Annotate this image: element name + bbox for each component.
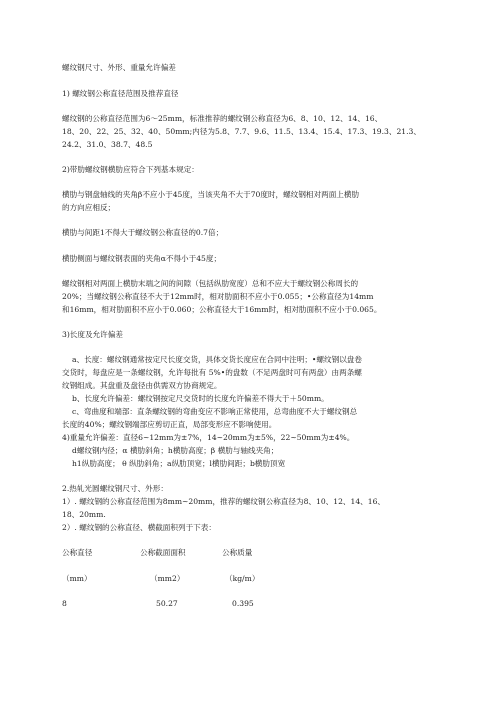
table-header-cell: 公称截面面积 — [140, 548, 186, 557]
section-3-item-c-line-2: 长度的40%；螺纹钢端部应剪切正直，局部变形应不影响使用。 — [62, 420, 277, 429]
section-2-para-1-line-2: 的方向应相反； — [62, 203, 116, 212]
section-2-para-4-line-2: 20%；当螺纹钢公称直径不大于12mm时，相对肋面积不应小于0.055；•公称直径为14mm — [62, 292, 374, 301]
section-1-text-line-3: 24.2、31.0、38.7、48.5 — [62, 140, 153, 149]
section-4-heading: 4)重量允许偏差：直径6~12mm为±7%，14~20mm为±5%，22~50mm为±4%。 — [62, 433, 355, 442]
table-header-cell: 公称直径 — [62, 548, 93, 557]
section-5-para-1-line-2: 18、20mm. — [62, 510, 106, 519]
section-5-para-1-line-1: 1）. 螺纹钢的公称直径范围为8mm~20mm，推荐的螺纹钢公称直径为8、10、12、14、16、 — [62, 497, 386, 506]
section-2-para-4-line-3: 和16mm，相对肋面积不应小于0.060；公称直径大于16mm时，相对肋面积不应小于0.065。 — [62, 305, 382, 314]
section-4-legend-line-1: d螺纹钢内径；α 横肋斜角；h横肋高度；β 横肋与轴线夹角； — [72, 446, 279, 455]
section-1-text-line-1: 螺纹钢的公称直径范围为6～25mm，标准推荐的螺纹钢公称直径为6、8、10、12、14、16、 — [62, 114, 383, 123]
section-2-heading: 2)带肋螺纹钢横肋应符合下列基本规定： — [62, 165, 199, 174]
section-4-legend-line-2: h1纵肋高度； θ 纵肋斜角；a纵肋顶宽；l横肋间距；b横肋顶宽 — [72, 459, 286, 468]
section-1-heading: 1) 螺纹钢公称直径范围及推荐直径 — [62, 89, 179, 98]
table-header-cell: 公称质量 — [222, 548, 253, 557]
section-2-para-4-line-1: 螺纹钢相对两面上横肋末端之间的间隙（包括纵肋宽度）总和不应大于螺纹钢公称周长的 — [62, 279, 359, 288]
table-unit-cell: （kg/m） — [225, 574, 260, 583]
section-5-para-2: 2）. 螺纹钢的公称直径、横截面积列于下表： — [62, 523, 216, 532]
doc-title: 螺纹钢尺寸、外形、重量允许偏差 — [62, 63, 176, 72]
table-cell: 8 — [62, 599, 67, 608]
section-3-item-a-line-1: a、长度：螺纹钢通常按定尺长度交货，具体交货长度应在合同中注明；•螺纹钢以盘卷 — [72, 355, 362, 364]
section-2-para-2: 横肋与间距1不得大于螺纹钢公称直径的0.7倍； — [62, 228, 224, 237]
section-2-para-3: 横肋侧面与螺纹钢表面的夹角α不得小于45度； — [62, 254, 222, 263]
section-5-heading: 2.热轧光圆螺纹钢尺寸、外形： — [62, 484, 168, 493]
section-3-item-c-line-1: c、弯曲度和端部：直条螺纹钢的弯曲变应不影响正常使用，总弯曲度不大于螺纹钢总 — [72, 407, 358, 416]
section-3-item-a-line-3: 纹钢组成。其盘重及盘径由供需双方协商规定。 — [62, 381, 222, 390]
table-cell: 0.395 — [232, 599, 254, 608]
table-unit-cell: （mm2） — [150, 574, 185, 583]
section-3-item-b: b、长度允许偏差：螺纹钢按定尺交货时的长度允许偏差不得大于＋50mm。 — [72, 394, 329, 403]
section-2-para-1-line-1: 横肋与钢盘轴线的夹角β不应小于45度，当该夹角不大于70度时，螺纹钢相对两面上横肋 — [62, 190, 360, 199]
section-3-item-a-line-2: 交货时，每盘应是一条螺纹钢，允许每批有 5%•的盘数（不足两盘时可有两盘）由两条螺 — [62, 368, 362, 377]
section-1-text-line-2: 18、20、22、25、32、40、50mm;内径为5.8、7.7、9.6、11.5、13.4、15.4、17.3、19.3、21.3、 — [62, 127, 421, 136]
table-cell: 50.27 — [156, 599, 178, 608]
section-3-heading: 3)长度及允许偏差 — [62, 330, 123, 339]
table-unit-cell: （mm） — [62, 574, 92, 583]
